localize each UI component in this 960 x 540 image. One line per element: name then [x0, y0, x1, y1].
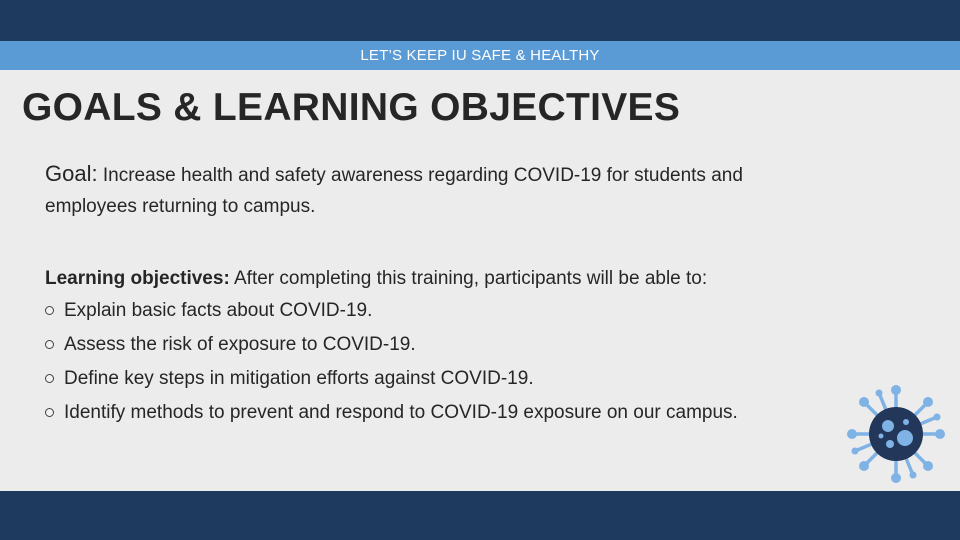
list-item: [45, 364, 845, 393]
goal-text: Increase health and safety awareness regarding COVID-19 for students and employees returning to campus.: [45, 165, 743, 217]
header-banner: LET’S KEEP IU SAFE & HEALTHY: [0, 41, 960, 70]
objectives-intro: [45, 263, 845, 294]
bottom-navy-bar: [0, 491, 960, 540]
bullet-icon: [45, 340, 54, 349]
objective-text: Assess the risk of exposure to COVID-19.: [64, 334, 416, 355]
objectives-list: [45, 296, 845, 427]
coronavirus-icon: [846, 384, 946, 484]
objectives-label: Learning objectives:: [45, 268, 230, 289]
goal-label: Goal:: [45, 161, 98, 186]
learning-objectives: [45, 263, 845, 427]
top-navy-bar: [0, 0, 960, 41]
bullet-icon: [45, 306, 54, 315]
bullet-icon: [45, 374, 54, 383]
slide-title: GOALS & LEARNING OBJECTIVES: [22, 86, 681, 129]
list-item: [45, 296, 845, 325]
objective-text: Define key steps in mitigation efforts against COVID-19.: [64, 368, 534, 389]
bullet-icon: [45, 408, 54, 417]
list-item: [45, 398, 784, 427]
objective-text: Identify methods to prevent and respond to COVID-19 exposure on our campus.: [64, 402, 738, 423]
list-item: [45, 330, 845, 359]
goal-paragraph: [45, 158, 835, 222]
objectives-intro-text: After completing this training, participants will be able to:: [229, 268, 708, 289]
objective-text: Explain basic facts about COVID-19.: [64, 300, 373, 321]
